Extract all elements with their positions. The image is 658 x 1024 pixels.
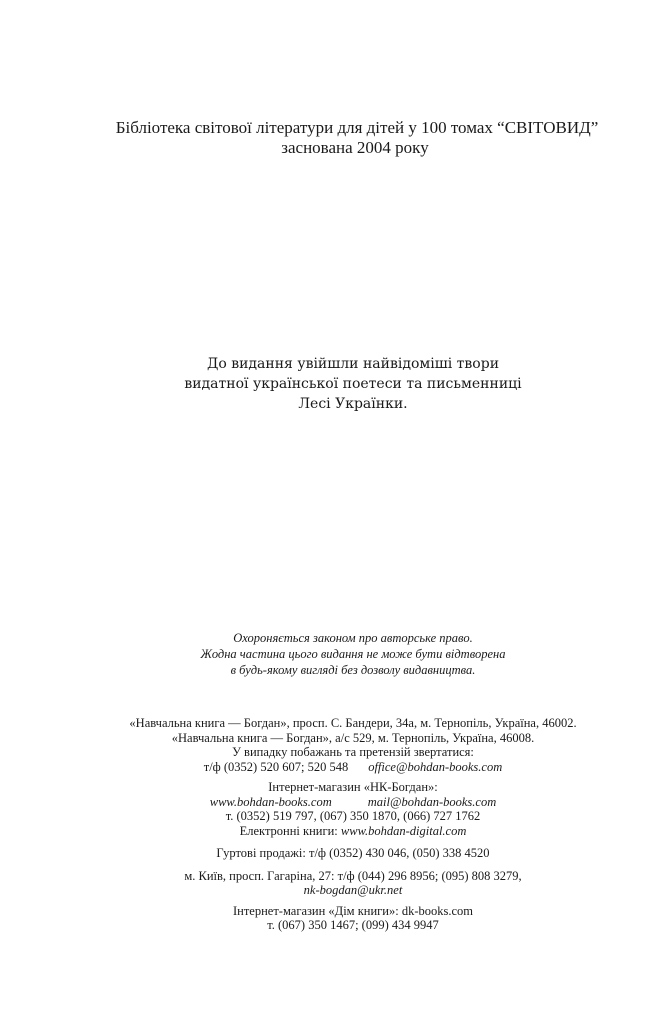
- contact-note: У випадку побажань та претензій звертатися:: [232, 745, 474, 759]
- shop-title: Інтернет-магазин «НК-Богдан»:: [268, 780, 438, 794]
- series-title: Бібліотека світової літератури для дітей у 100 томах “СВІТОВИД”: [115, 118, 599, 137]
- dim-knyhy-shop: Інтернет-магазин «Дім книги»: dk-books.com: [232, 903, 474, 918]
- shop-phones: т. (0352) 519 797, (067) 350 1870, (066) 727 1762: [225, 809, 481, 823]
- office-phone: т/ф (0352) 520 607; 520 548: [203, 759, 349, 774]
- office-email-link[interactable]: office@bohdan-books.com: [368, 759, 503, 774]
- intro-line-1: До видання увійшли найвідоміші твори: [206, 356, 500, 372]
- series-header: [0, 118, 658, 158]
- publisher-address-2: «Навчальна книга — Богдан», а/с 529, м. Тернопіль, Україна, 46008.: [171, 730, 535, 745]
- ebooks-site-link[interactable]: www.bohdan-digital.com: [340, 823, 467, 838]
- copyright-notice: [0, 630, 658, 678]
- shop-email-link[interactable]: mail@bohdan-books.com: [367, 794, 497, 809]
- intro-line-2: видатної української поетеси та письменниці: [184, 376, 522, 392]
- dim-knyhy-phones: т. (067) 350 1467; (099) 434 9947: [267, 918, 439, 932]
- ebooks-label: Електронні книги:: [239, 823, 338, 838]
- shop-links: [48, 795, 658, 810]
- intro-line-3: Лесі Українки.: [298, 396, 408, 412]
- kyiv-address: м. Київ, просп. Гагаріна, 27: т/ф (044) 296 8956; (095) 808 3279,: [184, 868, 522, 883]
- publisher-address-1: «Навчальна книга — Богдан», просп. С. Бандери, 34а, м. Тернопіль, Україна, 46002.: [129, 716, 577, 730]
- contact-phone-email: [48, 760, 658, 775]
- edition-description: [0, 354, 658, 414]
- copyright-line-2: Жодна частина цього видання не може бути відтворена: [200, 647, 506, 661]
- kyiv-email-link[interactable]: nk-bogdan@ukr.net: [303, 883, 403, 897]
- ebooks-line: [48, 824, 658, 839]
- shop-site-link[interactable]: www.bohdan-books.com: [209, 794, 332, 809]
- copyright-line-3: в будь-якому вигляді без дозволу видавництва.: [230, 663, 476, 677]
- wholesale-contact: Гуртові продажі: т/ф (0352) 430 046, (050) 338 4520: [216, 846, 490, 860]
- copyright-line-1: Охороняється законом про авторське право.: [233, 631, 473, 645]
- publisher-imprint: [0, 716, 658, 933]
- series-founded: заснована 2004 року: [281, 138, 429, 157]
